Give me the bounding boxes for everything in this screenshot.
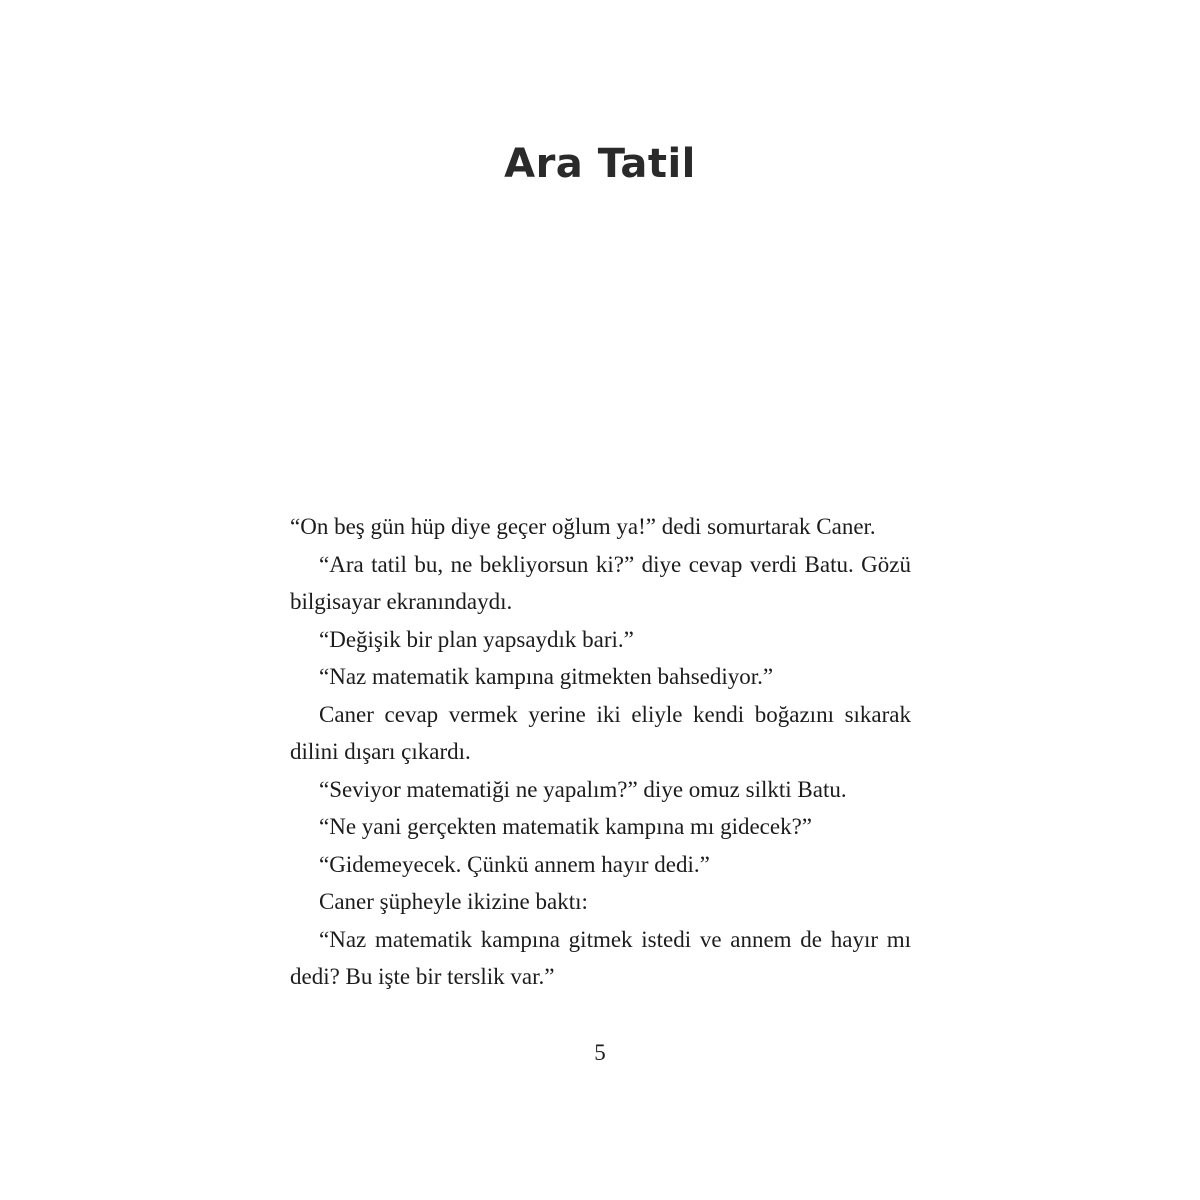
paragraph: “Naz matematik kampına gitmek istedi ve annem de hayır mı dedi? Bu işte bir terslik var.” bbox=[290, 926, 911, 989]
paragraph: “Değişik bir plan yapsaydık bari.” bbox=[319, 626, 634, 652]
chapter-body bbox=[290, 508, 911, 996]
chapter-title: Ara Tatil bbox=[504, 141, 696, 187]
paragraph: “Gidemeyecek. Çünkü annem hayır dedi.” bbox=[319, 851, 710, 877]
paragraph: “On beş gün hüp diye geçer oğlum ya!” dedi somurtarak Caner. bbox=[290, 514, 876, 539]
paragraph: “Seviyor matematiği ne yapalım?” diye omuz silkti Batu. bbox=[319, 776, 847, 802]
paragraph: Caner cevap vermek yerine iki eliyle kendi boğazını sıkarak dilini dışarı çıkardı. bbox=[290, 701, 911, 764]
page-number: 5 bbox=[594, 1040, 606, 1065]
paragraph: “Ne yani gerçekten matematik kampına mı gidecek?” bbox=[319, 814, 812, 839]
paragraph: Caner şüpheyle ikizine baktı: bbox=[319, 889, 588, 914]
paragraph: “Naz matematik kampına gitmekten bahsediyor.” bbox=[319, 664, 774, 689]
paragraph: “Ara tatil bu, ne bekliyorsun ki?” diye cevap verdi Batu. Gözü bilgisayar ekranındaydı. bbox=[290, 551, 911, 614]
